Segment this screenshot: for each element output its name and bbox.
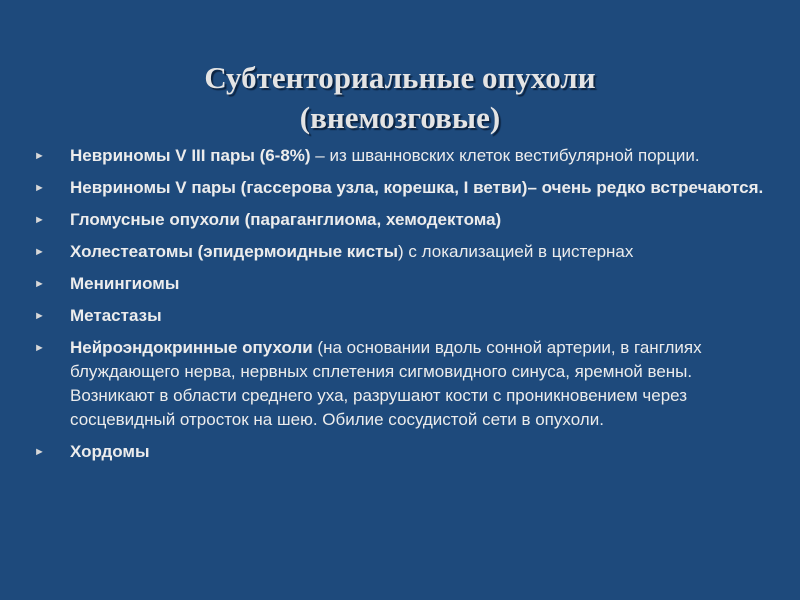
bullet-bold-text: Гломусные опухоли (параганглиома, хемодектома) xyxy=(70,210,502,229)
bullet-arrow-icon: ► xyxy=(34,278,45,290)
bullet-item-trigeminal-schwannoma xyxy=(34,176,774,200)
bullet-arrow-icon: ► xyxy=(34,182,45,194)
bullet-item-neuroendocrine-tumors xyxy=(34,336,774,432)
title-line-1: Субтенториальные опухоли xyxy=(204,60,596,95)
bullet-arrow-icon: ► xyxy=(34,310,45,322)
bullet-arrow-icon: ► xyxy=(34,150,45,162)
bullet-bold-text: Невриномы V III пары (6-8%) xyxy=(70,146,311,165)
bullet-item-vestibular-schwannoma xyxy=(34,144,774,168)
bullet-bold-text: Менингиомы xyxy=(70,274,180,293)
bullet-bold-text: Невриномы V пары (гассерова узла, корешка, I ветви)– очень редко встречаются. xyxy=(70,178,764,197)
bullet-arrow-icon: ► xyxy=(34,446,45,458)
title-line-2: (внемозговые) xyxy=(299,100,501,135)
bullet-text: (на основании вдоль сонной артерии, в ганглиях блуждающего нерва, нервных сплетения сигмовидного синуса, яремной вены. Возникают в области среднего уха, разрушают кости с проникновением через сосцевидный отросток на шею. Обилие сосудистой сети в опухоли. xyxy=(70,338,702,429)
bullet-item-meningiomas xyxy=(34,272,774,296)
bullet-bold-text: Нейроэндокринные опухоли xyxy=(70,338,313,357)
bullet-arrow-icon: ► xyxy=(34,214,45,226)
bullet-item-chordomas xyxy=(34,440,774,464)
bullet-item-glomus-tumors xyxy=(34,208,774,232)
bullet-text: ) с локализацией в цистернах xyxy=(398,242,634,261)
bullet-bold-text: Метастазы xyxy=(70,306,162,325)
bullet-list xyxy=(34,144,774,472)
bullet-bold-text: Холестеатомы (эпидермоидные кисты xyxy=(70,242,399,261)
slide-title xyxy=(0,58,800,138)
bullet-arrow-icon: ► xyxy=(34,342,45,354)
bullet-bold-text: Хордомы xyxy=(70,442,150,461)
bullet-arrow-icon: ► xyxy=(34,246,45,258)
bullet-text: – из шванновских клеток вестибулярной порции. xyxy=(310,146,700,165)
bullet-item-metastases xyxy=(34,304,774,328)
bullet-item-cholesteatomas xyxy=(34,240,774,264)
